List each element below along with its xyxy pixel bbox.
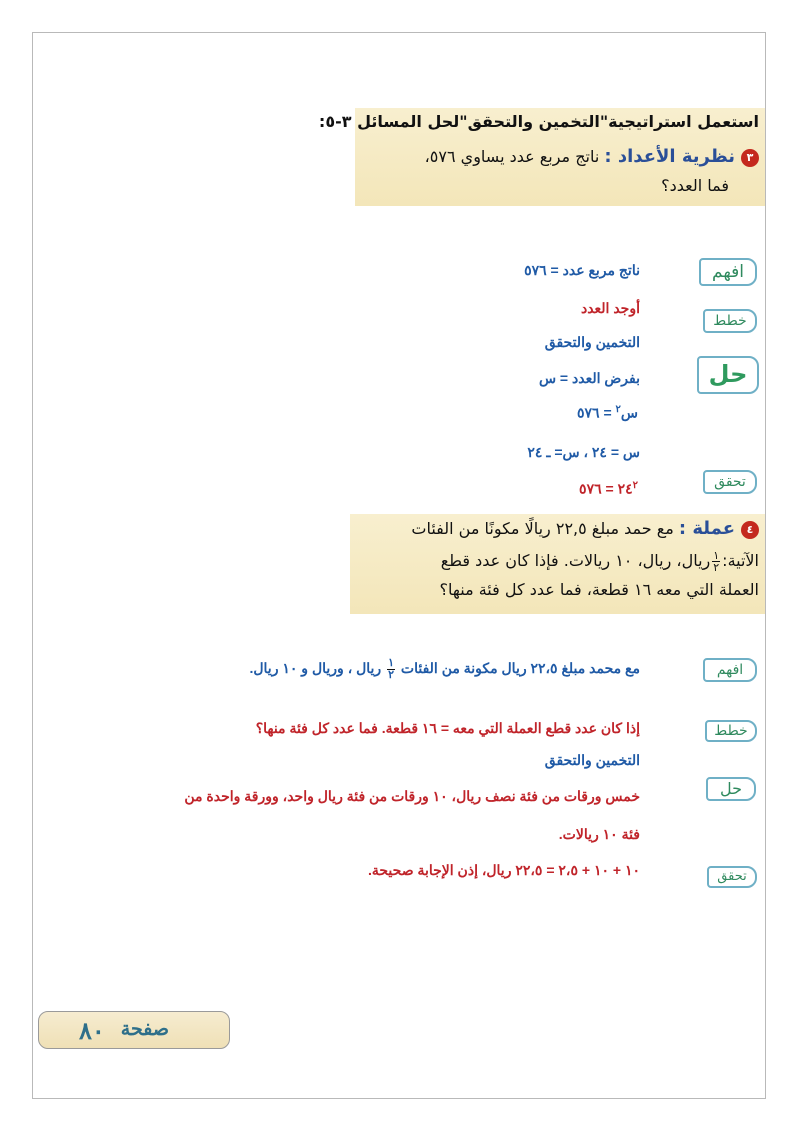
solution-4-strategy: التخمين والتحقق bbox=[544, 752, 640, 768]
problem-3-number-badge: ٣ bbox=[741, 149, 759, 167]
plan-tag-4: خطط bbox=[705, 720, 757, 742]
half-fraction: $\frac{١}{٢}$ bbox=[388, 657, 395, 681]
solution-4-solve-1: خمس ورقات من فئة نصف ريال، ١٠ ورقات من فئة ريال واحد، وورقة واحدة من bbox=[184, 788, 640, 804]
solution-4-plan: إذا كان عدد قطع العملة التي معه = ١٦ قطعة. فما عدد كل فئة منها؟ bbox=[255, 720, 640, 736]
solution-3-plan: أوجد العدد bbox=[580, 300, 640, 316]
problem-4-number-badge: ٤ bbox=[741, 521, 759, 539]
solution-3-eq1: س$^٢$ = ٥٧٦ bbox=[577, 404, 638, 421]
page-number: ٨٠ bbox=[79, 1016, 105, 1045]
problem-4-line-2: الآتية: $\frac{١}{٢}$ ريال، ريال، ١٠ ريالات. فإذا كان عدد قطع bbox=[440, 549, 759, 574]
problem-3-text-2: فما العدد؟ bbox=[661, 176, 729, 195]
solution-3-eq2: س = ٢٤ ، س= ـ ٢٤ bbox=[527, 444, 640, 460]
page-word: صفحة bbox=[120, 1018, 169, 1040]
solution-4-solve-2: فئة ١٠ ريالات. bbox=[558, 826, 640, 842]
solution-3-eq3: $٢٤^٢$ = ٥٧٦ bbox=[579, 480, 638, 497]
problem-4-title: عملة : bbox=[678, 518, 735, 539]
solution-3-assume: بفرض العدد = س bbox=[538, 370, 640, 386]
problem-3-line-1 bbox=[425, 146, 759, 167]
solve-tag-4: حل bbox=[706, 777, 756, 801]
understand-tag-4: افهم bbox=[703, 658, 757, 682]
page-number-label bbox=[38, 1011, 230, 1049]
problem-4-line-1 bbox=[411, 518, 759, 539]
solution-4-understand: مع محمد مبلغ ٢٢،٥ ريال مكونة من الفئات $\frac{١}{٢}$ ريال ، وريال و ١٠ ريال. bbox=[249, 657, 640, 681]
problem-3-box bbox=[318, 108, 765, 206]
solution-4-check: ١٠ + ١٠ + ٢،٥ = ٢٢،٥ ريال، إذن الإجابة صحيحة. bbox=[368, 862, 640, 878]
solution-3-strategy: التخمين والتحقق bbox=[544, 334, 640, 350]
solve-tag-3: حل bbox=[697, 356, 759, 394]
understand-tag-3: افهم bbox=[699, 258, 757, 286]
check-tag-4: تحقق bbox=[707, 866, 757, 888]
problem-4-box bbox=[350, 514, 765, 614]
problem-3-text-1: ناتج مربع عدد يساوي ٥٧٦، bbox=[424, 147, 600, 166]
problem-4-line-3: العملة التي معه ١٦ قطعة، فما عدد كل فئة منها؟ bbox=[439, 580, 759, 599]
strategy-heading: استعمل استراتيجية"التخمين والتحقق"لحل المسائل ٣-٥: bbox=[318, 112, 759, 131]
half-fraction: $\frac{١}{٢}$ bbox=[713, 549, 720, 574]
problem-4-text-1: مع حمد مبلغ ٢٢,٥ ريالًا مكونًا من الفئات bbox=[411, 519, 674, 538]
problem-3-title: نظرية الأعداد : bbox=[604, 146, 735, 167]
check-tag-3: تحقق bbox=[703, 470, 757, 494]
plan-tag-3: خطط bbox=[703, 309, 757, 333]
solution-3-understand: ناتج مربع عدد = ٥٧٦ bbox=[524, 262, 640, 278]
